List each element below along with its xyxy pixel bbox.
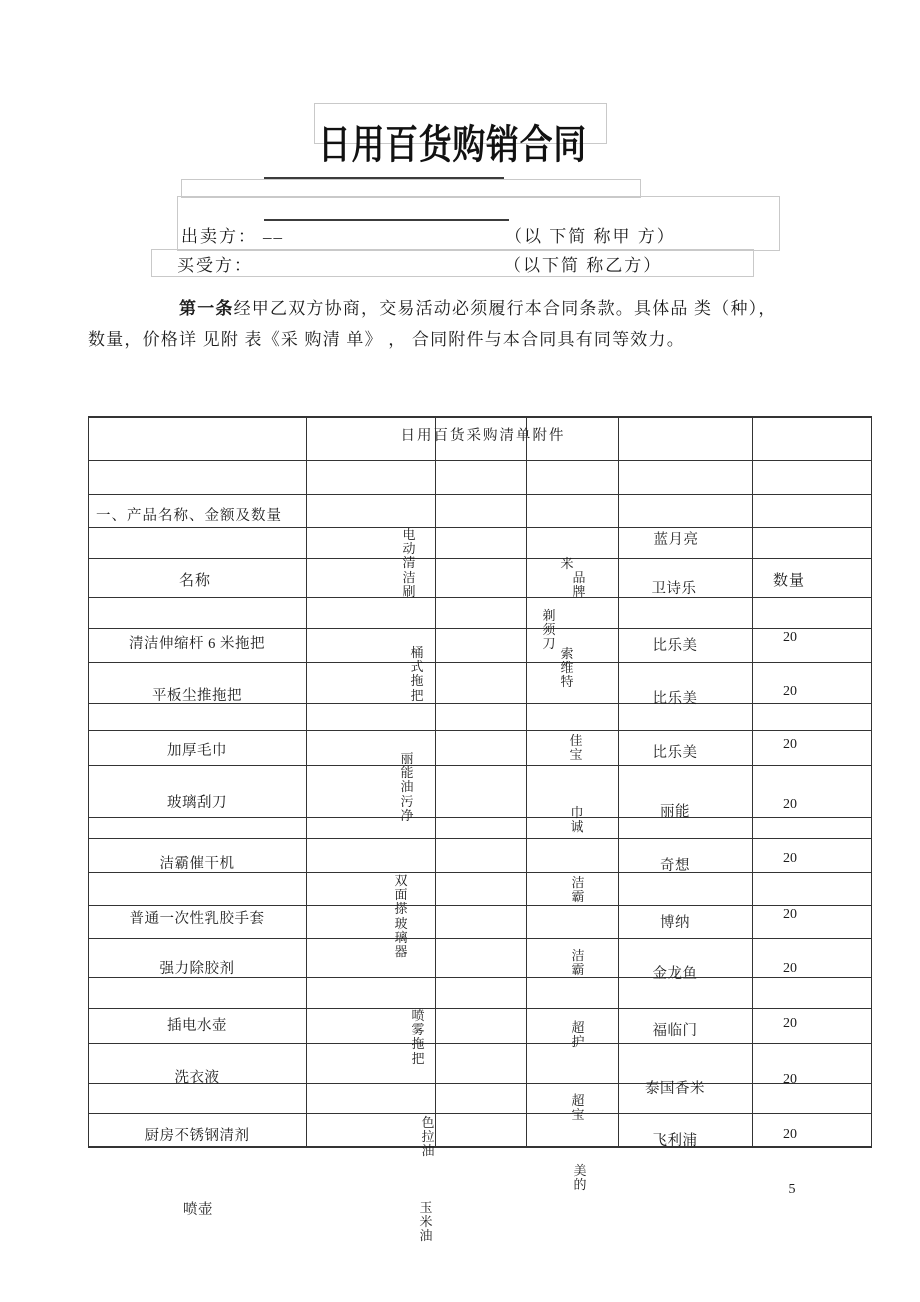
table-border-h [88,416,872,418]
col4-overflow-text: 米 [560,556,574,571]
table-border-h [88,938,872,939]
brand-name: 金龙鱼 [652,966,698,982]
qty-value: 20 [783,630,797,645]
table-border-h [88,838,872,839]
brand-name: 奇想 [660,858,690,874]
seller-label: 出卖方： [181,227,257,246]
qty-value: 20 [783,1127,797,1142]
brand-column-header: 品牌 [572,570,586,600]
product-name: 玻璃刮刀 [167,795,227,811]
contract-title: 日用百货购销合同 [318,122,587,167]
qty-value: 20 [783,961,797,976]
brand-name: 泰国香米 [645,1081,705,1097]
attachment-title: 日用百货采购清单附件 [400,428,566,444]
qty-value: 20 [783,1016,797,1031]
product-name: 厨房不锈钢清剂 [144,1128,250,1144]
table-border-v [871,416,872,1147]
table-border-v [306,416,307,1147]
signature-line-2 [264,219,509,221]
brand-name: 比乐美 [652,745,698,761]
table-border-h [88,1008,872,1009]
seller-note: （以 下简 称甲 方） [505,227,676,246]
signature-line-1 [264,177,504,179]
col4-overflow-text: 索维特 [560,646,574,690]
brand-name: 丽能 [660,804,690,820]
qty-value: 20 [783,907,797,922]
buyer-note: （以下简 称乙方） [504,256,663,275]
clause-paragraph [88,293,844,355]
qty-column-header: 数量 [772,573,806,589]
buyer-label: 买受方： [177,256,253,275]
table-border-h [88,730,872,731]
col4-overflow-text: 超宝 [571,1093,585,1123]
col4-overflow-text: 剃须刀 [542,608,556,652]
table-border-h [88,1043,872,1044]
qty-value: 20 [783,851,797,866]
brand-name: 比乐美 [652,638,698,654]
col2-overflow-text: 桶式拖把 [410,645,424,703]
table-border-v [752,416,753,1147]
col4-overflow-text: 佳宝 [569,733,583,763]
table-border-v [435,416,436,1147]
clause-label: 第一条 [179,299,234,318]
table-border-h [88,1146,872,1148]
name-column-header: 名称 [178,573,212,589]
table-border-v [88,416,89,1147]
table-border-h [88,1113,872,1114]
clause-line-1: 经甲乙双方协商，交易活动必须履行本合同条款。具体品 类（种）， [233,299,777,318]
product-name: 清洁伸缩杆 6 米拖把 [129,636,265,652]
brand-name: 飞利浦 [652,1133,698,1149]
col2-overflow-text: 丽能油污净 [400,751,414,823]
table-border-h [88,817,872,818]
col2-overflow-text: 双面搽玻璃器 [394,873,408,960]
col2-overflow-text: 色拉油 [421,1115,435,1159]
brand-name: 卫诗乐 [651,581,697,597]
brand-name: 博纳 [660,915,690,931]
qty-value: 20 [783,737,797,752]
table-border-h [88,460,872,461]
table-border-h [88,558,872,559]
table-border-h [88,494,872,495]
table-border-h [88,662,872,663]
table-border-h [88,765,872,766]
product-name: 平板尘推拖把 [152,688,242,704]
qty-value: 5 [788,1182,796,1197]
brand-name: 福临门 [652,1023,698,1039]
section-heading: 一、产品名称、金额及数量 [96,508,282,524]
qty-value: 20 [783,1072,797,1087]
product-name: 洗衣液 [174,1070,220,1086]
table-border-h [88,628,872,629]
product-name: 普通一次性乳胶手套 [129,911,265,927]
table-border-v [526,416,527,1147]
product-name: 喷壶 [183,1202,213,1218]
product-name: 洁霸催干机 [159,856,235,872]
col4-overflow-text: 洁霸 [571,875,585,905]
table-border-h [88,527,872,528]
brand-name: 蓝月亮 [653,532,699,548]
clause-line-2: 数量，价格详 见附 表《采 购清 单》 ， 合同附件与本合同具有同等效力。 [88,330,685,349]
col2-overflow-text: 喷雾拖把 [411,1008,425,1066]
col2-overflow-text: 电动清洁刷 [402,527,416,599]
product-name: 插电水壶 [167,1018,227,1034]
brand-name: 美的 [573,1163,587,1193]
product-name: 加厚毛巾 [167,743,227,759]
product-name: 强力除胶剂 [159,961,235,977]
qty-value: 20 [783,797,797,812]
seller-blank: __ [263,222,284,241]
qty-value: 20 [783,684,797,699]
table-border-v [618,416,619,1147]
brand-name: 比乐美 [652,691,698,707]
col4-overflow-text: 超护 [571,1020,585,1050]
col4-overflow-text: 巾诚 [570,805,584,835]
table-border-h [88,597,872,598]
col4-overflow-text: 洁霸 [571,948,585,978]
table-border-h [88,905,872,906]
col2-overflow-text: 玉米油 [419,1200,433,1244]
